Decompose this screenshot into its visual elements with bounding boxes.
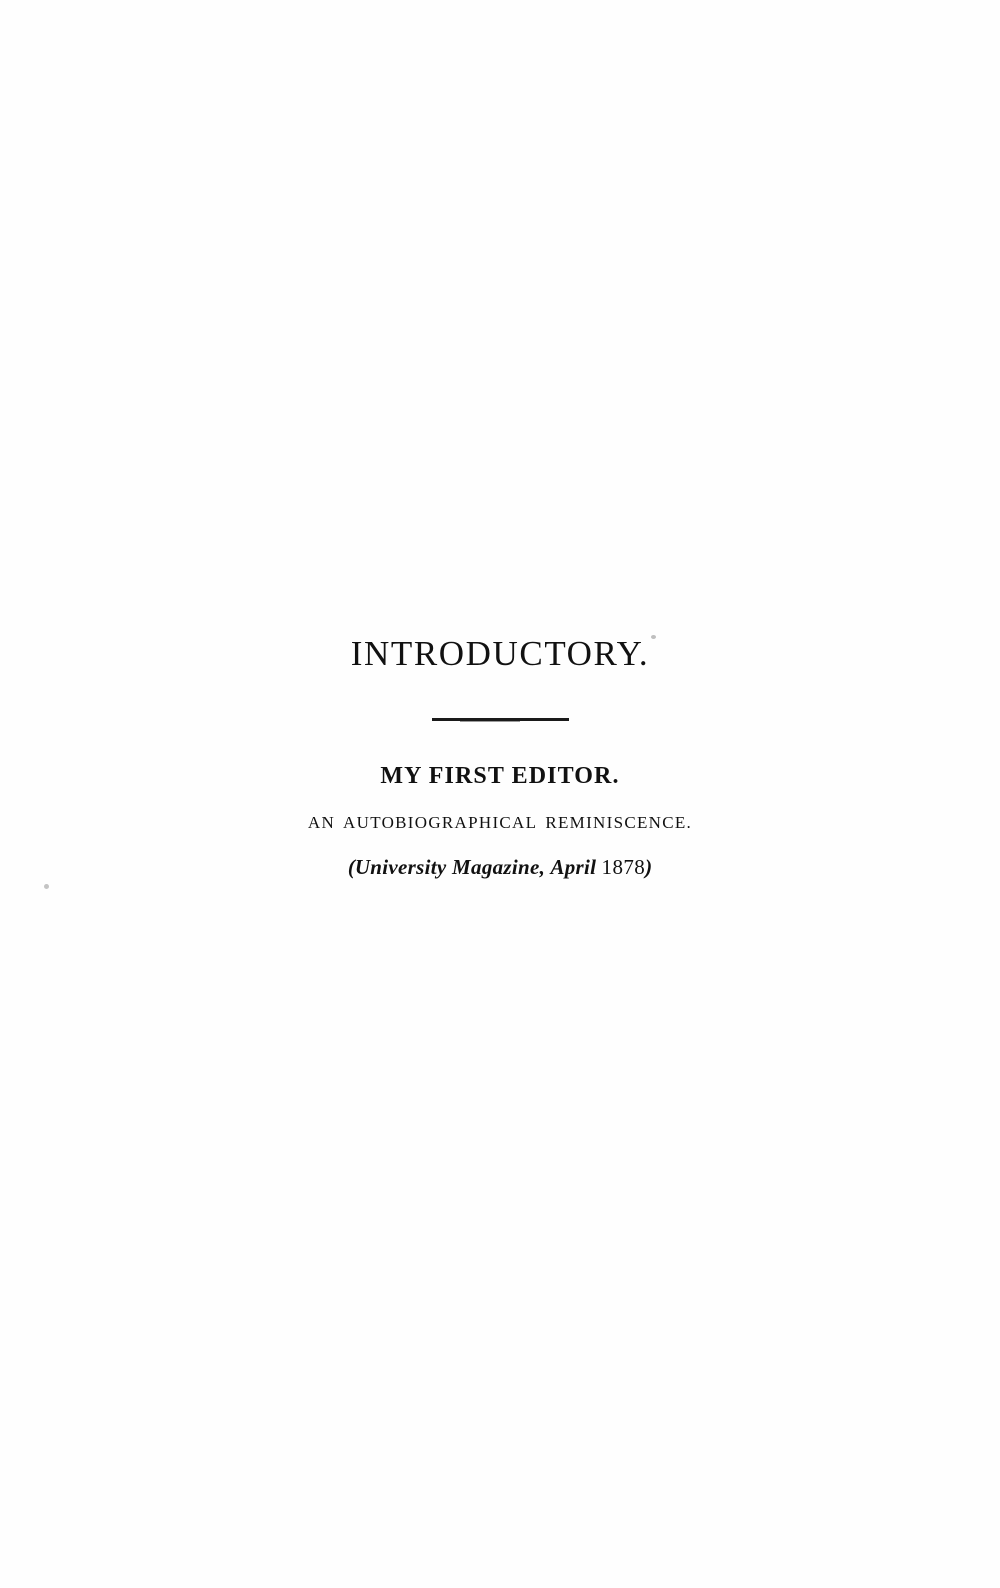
divider (0, 715, 1000, 725)
citation-open-paren: ( (347, 855, 355, 880)
subtitle-word-2: AUTOBIOGRAPHICAL (343, 813, 538, 833)
article-title: MY FIRST EDITOR. (380, 762, 620, 789)
page-title: INTRODUCTORY. (350, 634, 650, 673)
article-subtitle (0, 813, 1000, 833)
source-citation (0, 855, 1000, 880)
horizontal-rule-icon (432, 718, 569, 721)
page-content (0, 636, 1000, 880)
citation-close-paren: ) (645, 855, 653, 880)
subtitle-word-3: REMINISCENCE. (545, 813, 693, 833)
citation-year: 1878 (601, 855, 646, 880)
citation-month: April (550, 855, 597, 880)
scan-speck-icon (44, 884, 49, 889)
citation-publication: University Magazine, (354, 855, 546, 880)
subtitle-word-1: AN (307, 813, 336, 833)
